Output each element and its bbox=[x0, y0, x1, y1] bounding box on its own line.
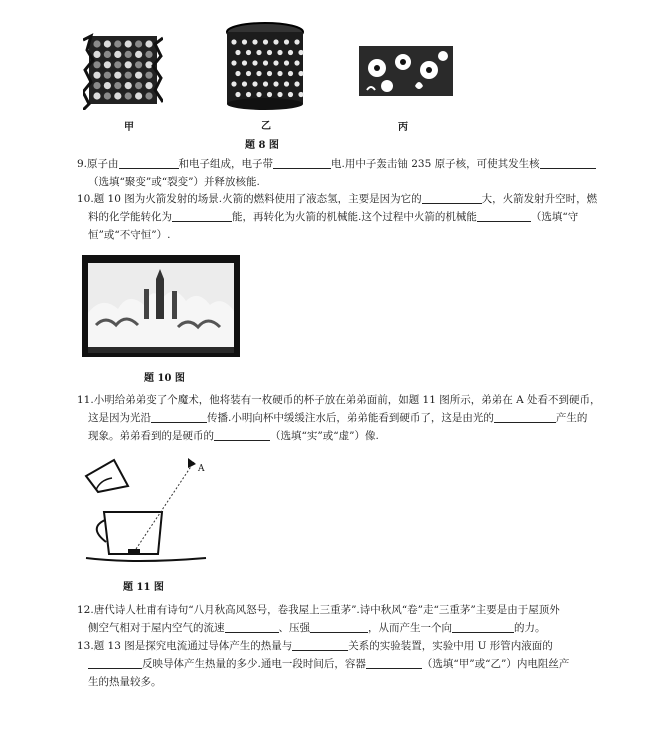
question-13-line-2 bbox=[77, 655, 622, 673]
fig8-bing-image bbox=[357, 42, 455, 100]
fig11-cup-coin-diagram bbox=[76, 450, 216, 570]
question-11 bbox=[77, 391, 622, 445]
q11-blank-3[interactable] bbox=[214, 428, 270, 441]
q11-text-3: 传播.小明向杯中缓缓注水后，弟弟能看到硬币了，这是由光的 bbox=[207, 412, 494, 424]
question-13 bbox=[77, 637, 622, 691]
fig8-jia-image bbox=[83, 30, 163, 110]
q11-blank-1[interactable] bbox=[151, 410, 207, 423]
question-13-line-1 bbox=[77, 637, 622, 655]
question-12 bbox=[77, 601, 622, 637]
fig8-yi-image bbox=[225, 22, 305, 112]
q9-blank-3[interactable] bbox=[540, 156, 596, 169]
q10-text-2: 大，火箭发射升空时，燃 bbox=[481, 193, 598, 205]
q9-text-4: （选填“聚变”或“裂变”）并释放核能. bbox=[88, 176, 260, 188]
q9-blank-2[interactable] bbox=[273, 156, 331, 169]
q9-blank-1[interactable] bbox=[119, 156, 179, 169]
q13-text-4: （选填“甲”或“乙”）内电阻丝产 bbox=[421, 658, 570, 670]
fig10-caption: 题 10 图 bbox=[144, 373, 185, 384]
fig8-label-jia: 甲 bbox=[124, 122, 134, 133]
question-11-line-3 bbox=[77, 427, 622, 445]
q10-text-6: 恒”或“不守恒”）. bbox=[88, 229, 171, 241]
question-12-line-2 bbox=[77, 619, 622, 637]
fig8-label-bing: 丙 bbox=[398, 122, 408, 133]
fig11-point-a-label: A bbox=[198, 464, 205, 474]
q13-blank-3[interactable] bbox=[366, 656, 422, 669]
fig11-caption: 题 11 图 bbox=[123, 582, 164, 593]
question-13-line-3 bbox=[77, 673, 622, 691]
q9-text-2: 和电子组成，电子带 bbox=[178, 158, 274, 170]
question-10-line-1 bbox=[77, 190, 622, 208]
fig8-caption: 题 8 图 bbox=[245, 140, 279, 151]
q12-blank-2[interactable] bbox=[310, 620, 368, 633]
q13-blank-2[interactable] bbox=[88, 656, 142, 669]
q10-blank-2[interactable] bbox=[172, 209, 232, 222]
q12-blank-3[interactable] bbox=[452, 620, 514, 633]
question-12-line-1 bbox=[77, 601, 622, 619]
q12-text-2: 侧空气相对于屋内空气的流速 bbox=[88, 622, 225, 634]
q12-text-3: 、压强 bbox=[278, 622, 310, 634]
q13-text-2: 关系的实验装置，实验中用 U 形管内液面的 bbox=[348, 640, 553, 652]
q11-text-2: 这是因为光沿 bbox=[88, 412, 151, 424]
q9-text-1: 9.原子由 bbox=[77, 158, 119, 170]
q13-text-5: 生的热量较多。 bbox=[88, 676, 162, 688]
fig10-rocket-launch-image bbox=[82, 255, 240, 357]
fig8-label-yi: 乙 bbox=[261, 121, 271, 132]
question-9-line-1 bbox=[77, 155, 622, 173]
q9-text-3: 电.用中子轰击铀 235 原子核，可使其发生核 bbox=[331, 158, 540, 170]
q10-blank-1[interactable] bbox=[422, 191, 482, 204]
q10-text-5: （选填“守 bbox=[530, 211, 579, 223]
q12-blank-1[interactable] bbox=[225, 620, 279, 633]
q13-text-3: 反映导体产生热量的多少.通电一段时间后，容器 bbox=[142, 658, 366, 670]
q12-text-4: ，从而产生一个向 bbox=[368, 622, 452, 634]
q10-text-1: 10.题 10 图为火箭发射的场景.火箭的燃料使用了液态氢，主要是因为它的 bbox=[77, 193, 422, 205]
q12-text-5: 的力。 bbox=[514, 622, 546, 634]
q11-text-4: 产生的 bbox=[555, 412, 588, 424]
q13-text-1: 13.题 13 图是探究电流通过导体产生的热量与 bbox=[77, 640, 293, 652]
question-10 bbox=[77, 190, 622, 244]
question-11-line-2 bbox=[77, 409, 622, 427]
question-9 bbox=[77, 155, 622, 191]
q11-text-1: 11.小明给弟弟变了个魔术，他将装有一枚硬币的杯子放在弟弟面前，如题 11 图所示，弟弟在 A 处看不到硬币， bbox=[77, 394, 601, 406]
q13-blank-1[interactable] bbox=[292, 638, 348, 651]
q11-text-5: 现象。弟弟看到的是硬币的 bbox=[88, 430, 214, 442]
q12-text-1: 12.唐代诗人杜甫有诗句“八月秋高风怒号，卷我屋上三重茅”.诗中秋风“卷”走“三重茅”主要是由于屋顶外 bbox=[77, 604, 560, 616]
question-10-line-3 bbox=[77, 226, 622, 244]
question-9-line-2 bbox=[77, 173, 622, 191]
question-11-line-1 bbox=[77, 391, 622, 409]
question-10-line-2 bbox=[77, 208, 622, 226]
q10-text-4: 能，再转化为火箭的机械能.这个过程中火箭的机械能 bbox=[232, 211, 477, 223]
q10-blank-3[interactable] bbox=[477, 209, 531, 222]
q11-blank-2[interactable] bbox=[494, 410, 556, 423]
q10-text-3: 料的化学能转化为 bbox=[88, 211, 172, 223]
q11-text-6: （选填“实”或“虚”）像. bbox=[270, 430, 379, 442]
